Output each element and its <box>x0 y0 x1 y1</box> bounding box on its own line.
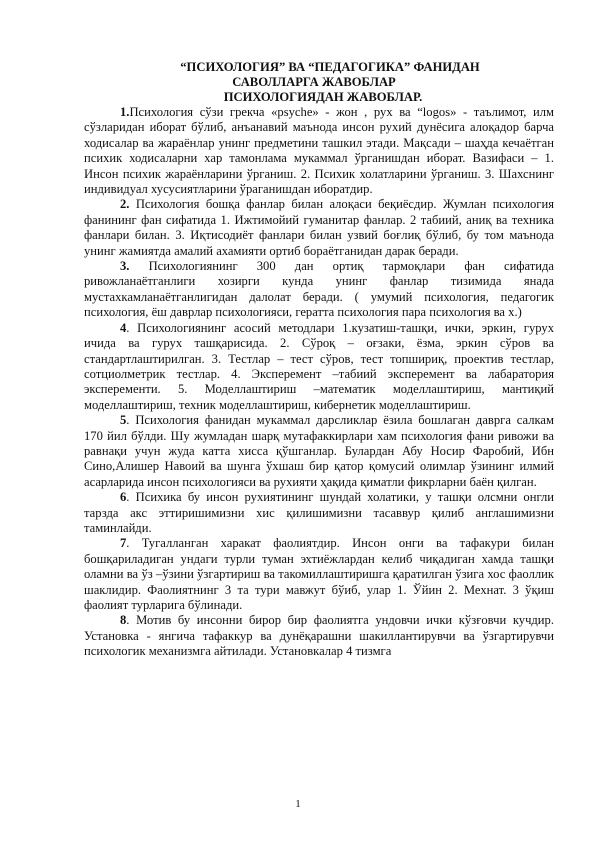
paragraph-6 <box>84 490 554 536</box>
paragraph-1 <box>84 105 554 197</box>
paragraph-4 <box>84 321 554 413</box>
paragraph-number: 2. <box>120 197 130 212</box>
paragraph-text: . Психологиянинг асосий методлари 1.кузатиш-ташқи, ички, эркин, гурух ичида ва гурух ташқарисида. 2. Сўроқ – оғзаки, ёзма, эркин сўров ва стандартлаштирилган. 3. Тестлар – тест сўров, тест топшириқ, проектив тестлар, сотциолметрик тестлар. 4. Эксперемент –табиий эксперемент ва лабаратория эксперементи. 5. Моделлаштириш –математик моделлаштириш, мантиқий моделлаштириш, техник моделлаштириш, кибернетик моделлаштириш. <box>84 320 554 412</box>
document-page <box>84 60 554 660</box>
paragraph-number: 3. <box>120 259 130 274</box>
paragraph-text: . Мотив бу инсонни бирор бир фаолиятга ундовчи ички кўзғовчи кучдир. Установка - янгича тафаккур ва дунёқарашни шакиллантирувчи ва ўзгартирувчи психологик механизмга айтилади. Установкалар 4 тизмга <box>84 613 554 659</box>
paragraph-number: 7 <box>120 536 127 551</box>
paragraph-text: Психология бошқа фанлар билан алоқаси беқиёсдир. Жумлан психология фанининг фан сифатида 1. Ижтимойий гуманитар фанлар. 2 табиий, аниқ ва техника фанлари билан. 3. Иқтисодиёт фанлари билан узвий боғлиқ бўлиб, бу том маънода унинг жамиятда амалий ахамияти ортиб бораётганидан дарак беради. <box>84 197 554 258</box>
paragraph-7 <box>84 536 554 613</box>
paragraph-3 <box>84 259 554 321</box>
paragraph-text: Психологиянинг 300 дан ортиқ тармоқлари фан сифатида ривожланаётганлиги хозирги кунда унинг фанлар тизимида янада мустахкамланаётганлигидан далолат беради. ( умумий психология, педагогик психология, ёш даврлар психологияси, гератта психология пара психология ва х.) <box>84 259 554 320</box>
page-number: 1 <box>295 798 301 810</box>
paragraph-number: 1. <box>120 105 130 119</box>
paragraph-number: 4 <box>120 320 127 335</box>
paragraph-number: 5 <box>120 413 127 428</box>
paragraph-8 <box>84 613 554 659</box>
paragraph-number: 8 <box>120 613 127 628</box>
paragraph-number: 6 <box>120 490 127 505</box>
paragraph-text: . Психология фанидан мукаммал дарсликлар ёзила бошлаган даврга салкам 170 йил бўлди. Шу жумладан шарқ мутафаккирлари хам психология фани ривожи ва равнақи учун жуда катта хисса қўшганлар. Булардан Абу Носир Фаробий, Ибн Сино,Алишер Навоий ва шунга ўхшаш бир қатор қомусий олимлар ўзининг илмий асарларида инсон психологияси ва рухияти ҳақида қиматли фикрларни баён қилган. <box>84 413 554 489</box>
document-title: “ПСИХОЛОГИЯ” ВА “ПЕДАГОГИКА” ФАНИДАН <box>180 60 480 74</box>
paragraph-5 <box>84 413 554 490</box>
paragraph-2 <box>84 197 554 259</box>
section-heading: ПСИХОЛОГИЯДАН ЖАВОБЛАР. <box>223 90 423 104</box>
paragraph-text: . Психика бу инсон рухиятининг шундай холатики, у ташқи олсмни онгли тарзда акс эттиришимизни хис қилишимизни тасаввур қилиб англашимизни таминлайди. <box>84 490 554 535</box>
paragraph-text: Психология сўзи грекча «psyche» - жон , рух ва “logos» - таълимот, илм сўзларидан иборат бўлиб, анъанавий маънода инсон рухий дунёсига алоқадор барча ходисалар ва жараёнлар унинг предметини ташкил этади. Мақсади – шаҳда кечаётган психик ходисаларни хар тамонлама мукаммал ўрганишдан иборат. Вазифаси – 1. Инсон психик жараёнларини ўрганиш. 2. Психик холатларини ўрганиш. 3. Шахснинг индивидуал хусусиятларини ўраганишдан иборатдир. <box>84 105 554 197</box>
document-subtitle: САВОЛЛАРГА ЖАВОБЛАР <box>232 75 396 89</box>
paragraph-text: . Тугалланган харакат фаолиятдир. Инсон онги ва тафакури билан бошқариладиган ундаги турли туман эхтиёжлардан келиб чиқадиган хамда ташқи оламни ва ўз –ўзини ўзгартириш ва такомиллаштиришга қаратилган ўзига хос фаоллик шаклидир. Фаолиятнинг 3 та тури мавжут бўиб, улар 1. Ўйин 2. Мехнат. 3 ўқиш фаолият турларига бўлинади. <box>84 536 554 612</box>
